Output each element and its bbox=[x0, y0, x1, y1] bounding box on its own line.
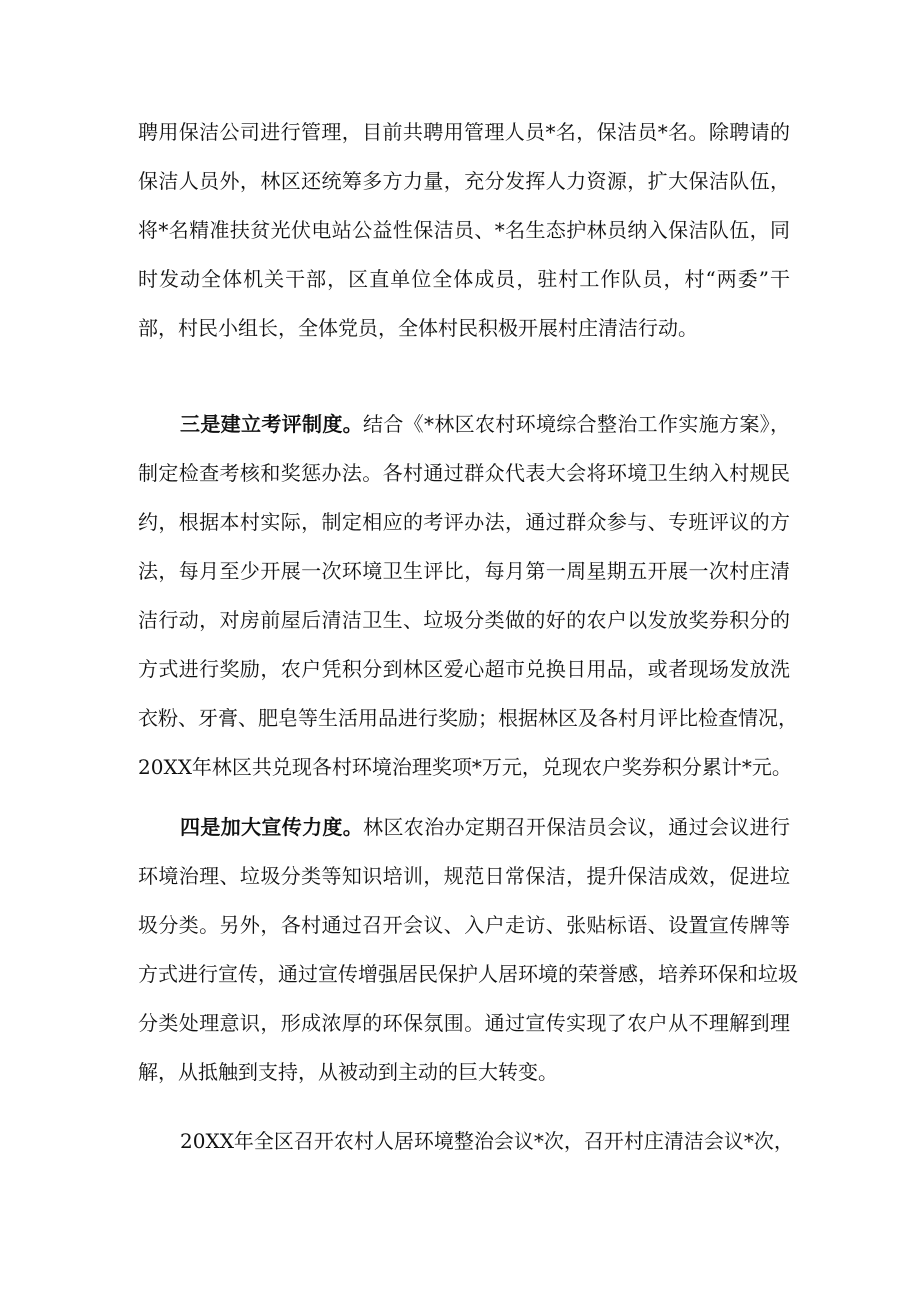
text-run: 林区农治办定期召开保洁员会议，通过会议进行 bbox=[363, 815, 791, 839]
text-line: 方式进行宣传，通过宣传增强居民保护人居环境的荣誉感，培养环保和垃圾 bbox=[138, 962, 798, 986]
paragraph-heading: 四是加大宣传力度。 bbox=[180, 815, 364, 839]
text-line: 20XX年全区召开农村人居环境整治会议*次，召开村庄清洁会议*次， bbox=[180, 1129, 794, 1153]
text-line: 时发动全体机关干部，区直单位全体成员，驻村工作队员，村“两委”干 bbox=[138, 267, 790, 291]
text-line: 环境治理、垃圾分类等知识培训，规范日常保洁，提升保洁成效，促进垃 bbox=[138, 864, 790, 888]
text-line: 约，根据本村实际，制定相应的考评办法，通过群众参与、专班评议的方 bbox=[138, 510, 790, 534]
text-line: 分类处理意识，形成浓厚的环保氛围。通过宣传实现了农户从不理解到理 bbox=[138, 1011, 790, 1035]
paragraph-heading: 三是建立考评制度。 bbox=[180, 412, 363, 436]
text-line bbox=[180, 404, 790, 444]
text-line: 将*名精准扶贫光伏电站公益性保洁员、*名生态护林员纳入保洁队伍，同 bbox=[138, 218, 790, 242]
text-line: 圾分类。另外，各村通过召开会议、入户走访、张贴标语、设置宣传牌等 bbox=[138, 913, 790, 937]
text-line: 制定检查考核和奖惩办法。各村通过群众代表大会将环境卫生纳入村规民 bbox=[138, 461, 790, 485]
text-line: 法，每月至少开展一次环境卫生评比，每月第一周星期五开展一次村庄清 bbox=[138, 559, 790, 583]
text-line: 方式进行奖励，农户凭积分到林区爱心超市兑换日用品，或者现场发放洗 bbox=[138, 657, 790, 681]
text-line bbox=[180, 807, 790, 847]
text-line: 洁行动，对房前屋后清洁卫生、垃圾分类做的好的农户以发放奖券积分的 bbox=[138, 608, 790, 632]
text-line: 部，村民小组长，全体党员，全体村民积极开展村庄清洁行动。 bbox=[138, 316, 698, 340]
text-line: 20XX年林区共兑现各村环境治理奖项*万元，兑现农户奖券积分累计*元。 bbox=[138, 755, 792, 779]
text-line: 聘用保洁公司进行管理，目前共聘用管理人员*名，保洁员*名。除聘请的 bbox=[138, 120, 790, 144]
text-line: 保洁人员外，林区还统筹多方力量，充分发挥人力资源，扩大保洁队伍， bbox=[138, 169, 790, 193]
text-line: 解，从抵触到支持，从被动到主动的巨大转变。 bbox=[138, 1060, 558, 1084]
text-run: 结合《*林区农村环境综合整治工作实施方案》， bbox=[363, 412, 790, 436]
text-line: 衣粉、牙膏、肥皂等生活用品进行奖励；根据林区及各村月评比检查情况， bbox=[138, 706, 798, 730]
